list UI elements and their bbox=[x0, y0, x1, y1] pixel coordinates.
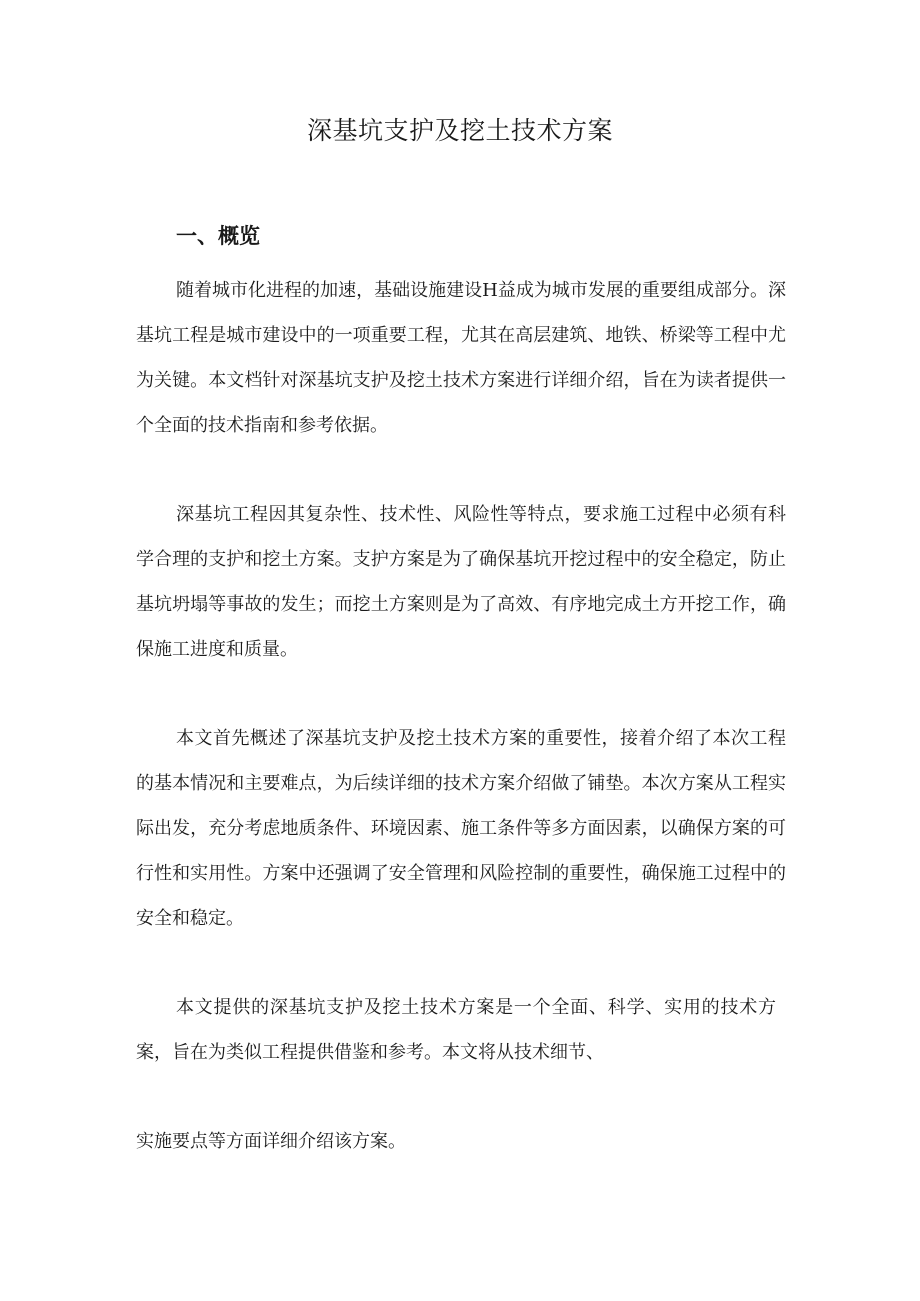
paragraph-1: 随着城市化进程的加速，基础设施建设H益成为城市发展的重要组成部分。深基坑工程是城市建设中的一项重要工程，尤其在高层建筑、地铁、桥梁等工程中尤为关键。本文档针对深基坑支护及挖土技术方案进行详细介绍，旨在为读者提供一个全面的技术指南和参考依据。 bbox=[136, 280, 786, 436]
paragraph-2: 深基坑工程因其复杂性、技术性、风险性等特点，要求施工过程中必须有科学合理的支护和挖土方案。支护方案是为了确保基坑开挖过程中的安全稳定，防止基坑坍塌等事故的发生；而挖土方案则是为了高效、有序地完成土方开挖工作，确保施工进度和质量。 bbox=[136, 504, 786, 660]
document-title: 深基坑支护及挖土技术方案 bbox=[306, 116, 613, 145]
paragraph-4: 本文提供的深基坑支护及挖土技术方案是一个全面、科学、实用的技术方案，旨在为类似工程提供借鉴和参考。本文将从技术细节、 bbox=[136, 997, 776, 1063]
section-heading-overview: 一、概览 bbox=[176, 224, 260, 248]
paragraph-3: 本文首先概述了深基坑支护及挖土技术方案的重要性，接着介绍了本次工程的基本情况和主要难点，为后续详细的技术方案介绍做了铺垫。本次方案从工程实际出发，充分考虑地质条件、环境因素、施工条件等多方面因素，以确保方案的可行性和实用性。方案中还强调了安全管理和风险控制的重要性，确保施工过程中的安全和稳定。 bbox=[136, 728, 786, 929]
paragraph-5: 实施要点等方面详细介绍该方案。 bbox=[136, 1131, 406, 1152]
